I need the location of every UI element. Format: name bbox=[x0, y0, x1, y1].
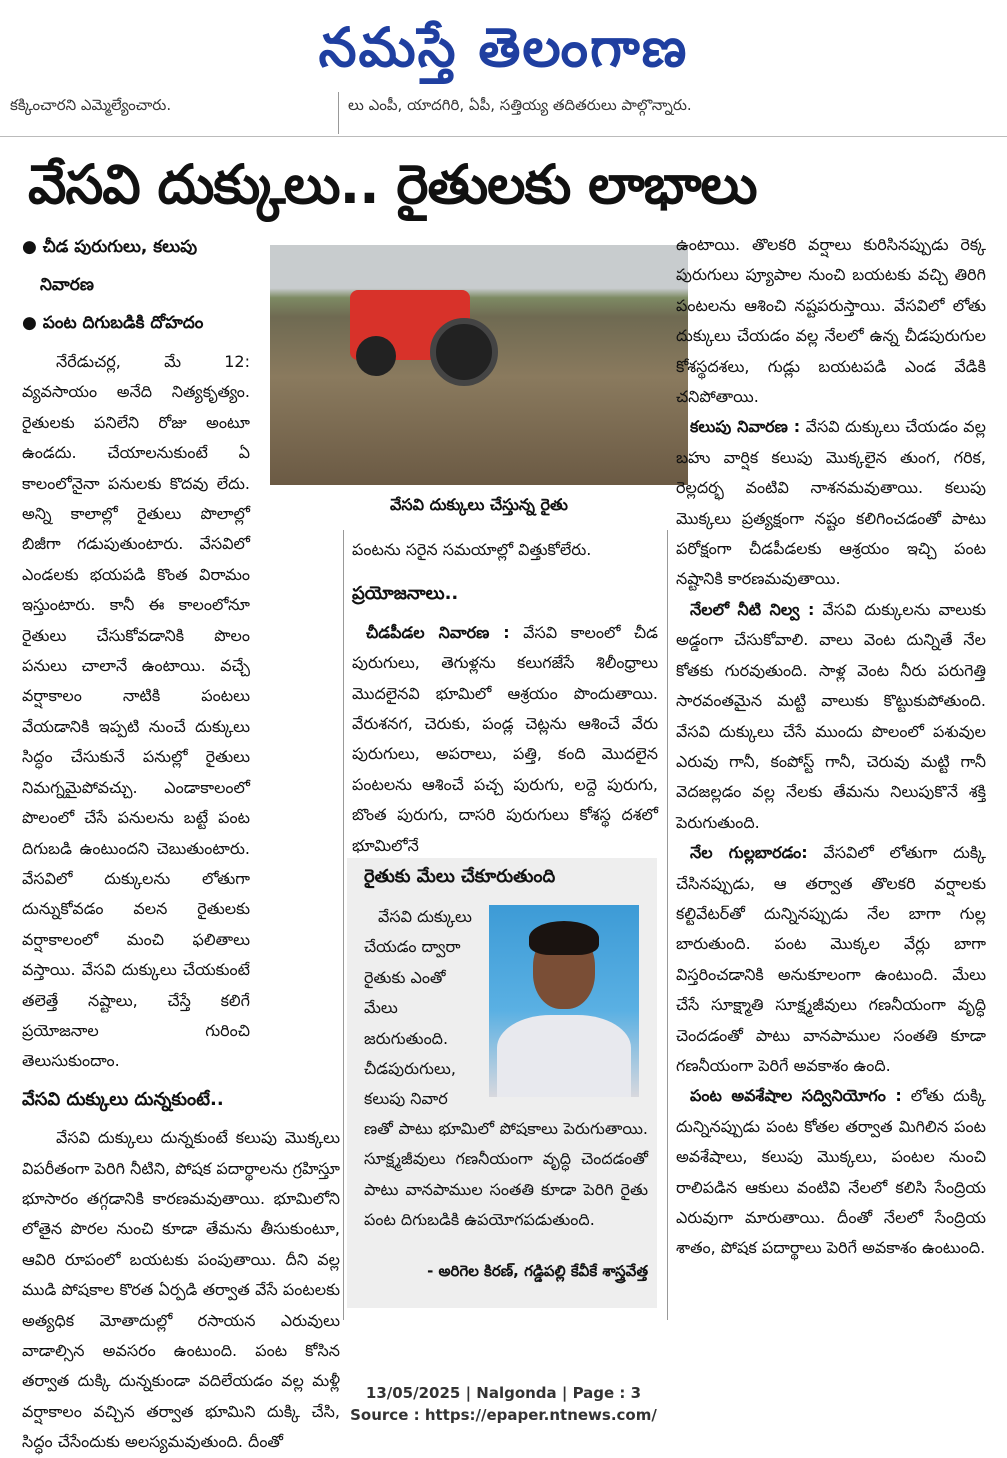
expert-byline: - అరిగెల కిరణ్, గడ్డిపల్లి కేవీకే శాస్త్రవేత్త bbox=[427, 1262, 648, 1280]
masthead: నమస్తే తెలంగాణ bbox=[318, 16, 689, 79]
col1-para2: వేసవి దుక్కులు దున్నకుంటే కలుపు మొక్కలు విపరీతంగా పెరిగి నీటిని, పోషక పదార్థాలను గ్రహిస్తూ భూసారం తగ్గడానికి కారణమవుతాయి. భూమిలోని లోతైన పొరల నుంచి కూడా తేమను తీసుకుంటూ, ఆవిరి రూపంలో బయటకు పంపుతాయి. దీని వల్ల ముడి పోషకాల కొరత ఏర్పడి తర్వాత వేసే పంటలకు అత్యధిక మోతాదుల్లో రసాయన ఎరువులు వాడాల్సిన అవసరం ఉంటుంది. పంట కోసిన తర్వాత దుక్కి దున్నకుండా వదిలేయడం వల్ల మళ్లీ వర్షాకాలం వచ్చిన తర్వాత భూమిని దుక్కి చేసి, సిద్ధం చేసేందుకు అలస్యమవుతుంది. దీంతో bbox=[22, 1128, 340, 1452]
footer-source: Source : https://epaper.ntnews.com/ bbox=[350, 1406, 657, 1424]
col3-lead-water: నేలలో నీటి నిల్వ : bbox=[690, 599, 815, 619]
top-strip-left: కక్కించారని ఎమ్మెల్యేంచారు. bbox=[10, 96, 172, 114]
col3-lead-soil: నేల గుల్లబారడం: bbox=[690, 843, 808, 863]
bullet-2: ● పంట దిగుబడికి దోహదం bbox=[22, 313, 204, 333]
col2-cont: పంటను సరైన సమయాల్లో విత్తుకోలేరు. bbox=[352, 540, 592, 559]
top-strip-divider bbox=[338, 92, 339, 134]
col2-lead-pest: చీడపీడల నివారణ : bbox=[366, 622, 510, 642]
col3-para4: వేసవిలో లోతుగా దుక్కి చేసినప్పుడు, ఆ తర్వాత తొలకరి వర్షాలకు కల్టివేటర్‌తో దున్నినప్పుడు నేల బాగా గుల్ల బారుతుంది. పంట మొక్కల వేర్లు బాగా విస్తరించడానికి అనుకూలంగా ఉంటుంది. మేలు చేసే సూక్ష్మాతి సూక్ష్మజీవులు గణనీయంగా వృద్ధి చెందడంతో పాటు వానపాముల సంతతి కూడా గణనీయంగా పెరిగే అవకాశం ఉంది. bbox=[676, 843, 986, 1075]
bullet-1-cont: నివారణ bbox=[40, 275, 94, 295]
footer-date-page: 13/05/2025 | Nalgonda | Page : 3 bbox=[365, 1384, 642, 1402]
col1-subhead: వేసవి దుక్కులు దున్నకుంటే.. bbox=[22, 1088, 224, 1110]
expert-quote-part1: వేసవి దుక్కులు చేయడం ద్వారా రైతుకు ఎంతో మేలు జరుగుతుంది. చీడపురుగులు, కలుపు నివార bbox=[364, 907, 472, 1109]
column-divider-2 bbox=[667, 530, 668, 1320]
tractor-rear-wheel bbox=[430, 318, 498, 386]
expert-photo bbox=[489, 905, 639, 1097]
top-rule bbox=[0, 136, 1007, 137]
col2-para1: వేసవి కాలంలో చీడ పురుగులు, తెగుళ్లను కలుగజేసే శిలీంధ్రాలు మొదలైనవి భూమిలో ఆశ్రయం పొందుతాయి. వేరుశనగ, చెరుకు, పండ్ల చెట్లను ఆశించే వేరు పురుగులు, అపరాలు, పత్తి, కంది మొదలైన పంటలను ఆశించే పచ్చ పురుగు, లద్దె పురుగు, బొంత పురుగు, దాసరి పురుగులు కోశస్థ దశలో భూమిలోనే bbox=[352, 622, 658, 855]
col3-lead-weed: కలుపు నివారణ : bbox=[690, 417, 801, 437]
top-strip-right: లు ఎంపీ, యాదగిరి, ఏపీ, సత్తియ్య తదితరులు పాల్గొన్నారు. bbox=[348, 96, 692, 114]
expert-box-title: రైతుకు మేలు చేకూరుతుంది bbox=[364, 866, 556, 887]
photo-caption: వేసవి దుక్కులు చేస్తున్న రైతు bbox=[390, 495, 568, 514]
column-3 bbox=[676, 230, 986, 1264]
tractor-front-wheel bbox=[356, 336, 396, 376]
column-2 bbox=[352, 535, 658, 861]
col3-para5: లోతు దుక్కి దున్నినప్పుడు పంట కోతల తర్వాత మిగిలిన పంట అవశేషాలు, కలుపు మొక్కలు, పంటల నుంచి రాలిపడిన ఆకులు వంటివి నేలలో కలిసి సేంద్రియ ఎరువుగా మారుతాయి. దీంతో నేలలో సేంద్రియ శాతం, పోషక పదార్థాలు పెరిగే అవకాశం ఉంటుంది. bbox=[676, 1086, 986, 1258]
bullet-1: ● చీడ పురుగులు, కలుపు bbox=[22, 237, 198, 257]
column-divider-1 bbox=[343, 530, 344, 1320]
col3-para3: వేసవి దుక్కులను వాలుకు అడ్డంగా చేసుకోవాలి. వాలు వెంట దున్నితే నేల కోతకు గురవుతుంది. సాళ్ల వెంట నీరు పరుగెత్తి సారవంతమైన మట్టి వాలుకు కొట్టుకుపోతుంది. వేసవి దుక్కులు చేసే ముందు పొలంలో పశువుల ఎరువు గానీ, కంపోస్ట్ గానీ, చెరువు మట్టి గానీ వెదజల్లడం వల్ల నేలకు తేమను నిలుపుకొనే శక్తి పెరుగుతుంది. bbox=[676, 599, 986, 832]
headline: వేసవి దుక్కులు.. రైతులకు లాభాలు bbox=[28, 153, 757, 216]
bullets bbox=[22, 228, 254, 342]
col3-para1: ఉంటాయి. తొలకరి వర్షాలు కురిసినప్పుడు రెక్క పురుగులు ప్యూపాల నుంచి బయటకు వచ్చి తిరిగి పంటలను ఆశించి నష్టపరుస్తాయి. వేసవిలో లోతు దుక్కులు చేయడం వల్ల నేలలో ఉన్న చీడపురుగుల కోశస్థదశలు, గుడ్లు బయటపడి ఎండ వేడికి చనిపోతాయి. bbox=[676, 235, 986, 407]
col3-para2: వేసవి దుక్కులు చేయడం వల్ల బహు వార్షిక కలుపు మొక్కలైన తుంగ, గరిక, రెల్లదర్భ వంటివి నాశనమవుతాయి. కలుపు మొక్కలు ప్రత్యక్షంగా నష్టం కలిగించడంతో పాటు పరోక్షంగా చీడపీడలకు ఆశ్రయం ఇచ్చి పంట నష్టానికి కారణమవుతాయి. bbox=[676, 417, 986, 589]
col1-para1: నేరేడుచర్ల, మే 12: వ్యవసాయం అనేది నిత్యకృత్యం. రైతులకు పనిలేని రోజు అంటూ ఉండదు. చేయాలనుకుంటే ఏ కాలంలోనైనా పనులకు కొదవు లేదు. అన్ని కాలాల్లో రైతులు పొలాల్లో బిజీగా గడుపుతుంటారు. వేసవిలో ఎండలకు భయపడి కొంత విరామం ఇస్తుంటారు. కానీ ఈ కాలంలోనూ రైతులు చేసుకోవడానికి పొలం పనులు చాలానే ఉంటాయి. వచ్చే వర్షాకాలం నాటికి పంటలు వేయడానికి ఇప్పటి నుంచే దుక్కులు సిద్ధం చేసుకునే పనుల్లో రైతులు నిమగ్నమైపోవచ్చు. ఎండాకాలంలో పొలంలో చేసే పనులను బట్టే పంట దిగుబడి ఉంటుందని చెబుతుంటారు. వేసవిలో దుక్కులను లోతుగా దున్నుకోవడం వలన రైతులకు వర్షాకాలంలో మంచి ఫలితాలు వస్తాయి. వేసవి దుక్కులు చేయకుంటే తలెత్తే నష్టాలు, చేస్తే కలిగే ప్రయోజనాల గురించి తెలుసుకుందాం. bbox=[22, 352, 250, 1071]
expert-box-wide bbox=[364, 1114, 648, 1236]
col2-subhead: ప్రయోజనాలు.. bbox=[352, 583, 459, 605]
expert-quote-part2: ణతో పాటు భూమిలో పోషకాలు పెరుగుతాయి. సూక్ష్మజీవులు గణనీయంగా వృద్ధి చెందడంతో పాటు వానపాముల సంతతి కూడా పెరిగి రైతు పంట దిగుబడికి ఉపయోగపడుతుంది. bbox=[364, 1119, 648, 1230]
col3-lead-residue: పంట అవశేషాల సద్వినియోగం : bbox=[690, 1086, 902, 1106]
expert-box-narrow bbox=[364, 902, 482, 1115]
